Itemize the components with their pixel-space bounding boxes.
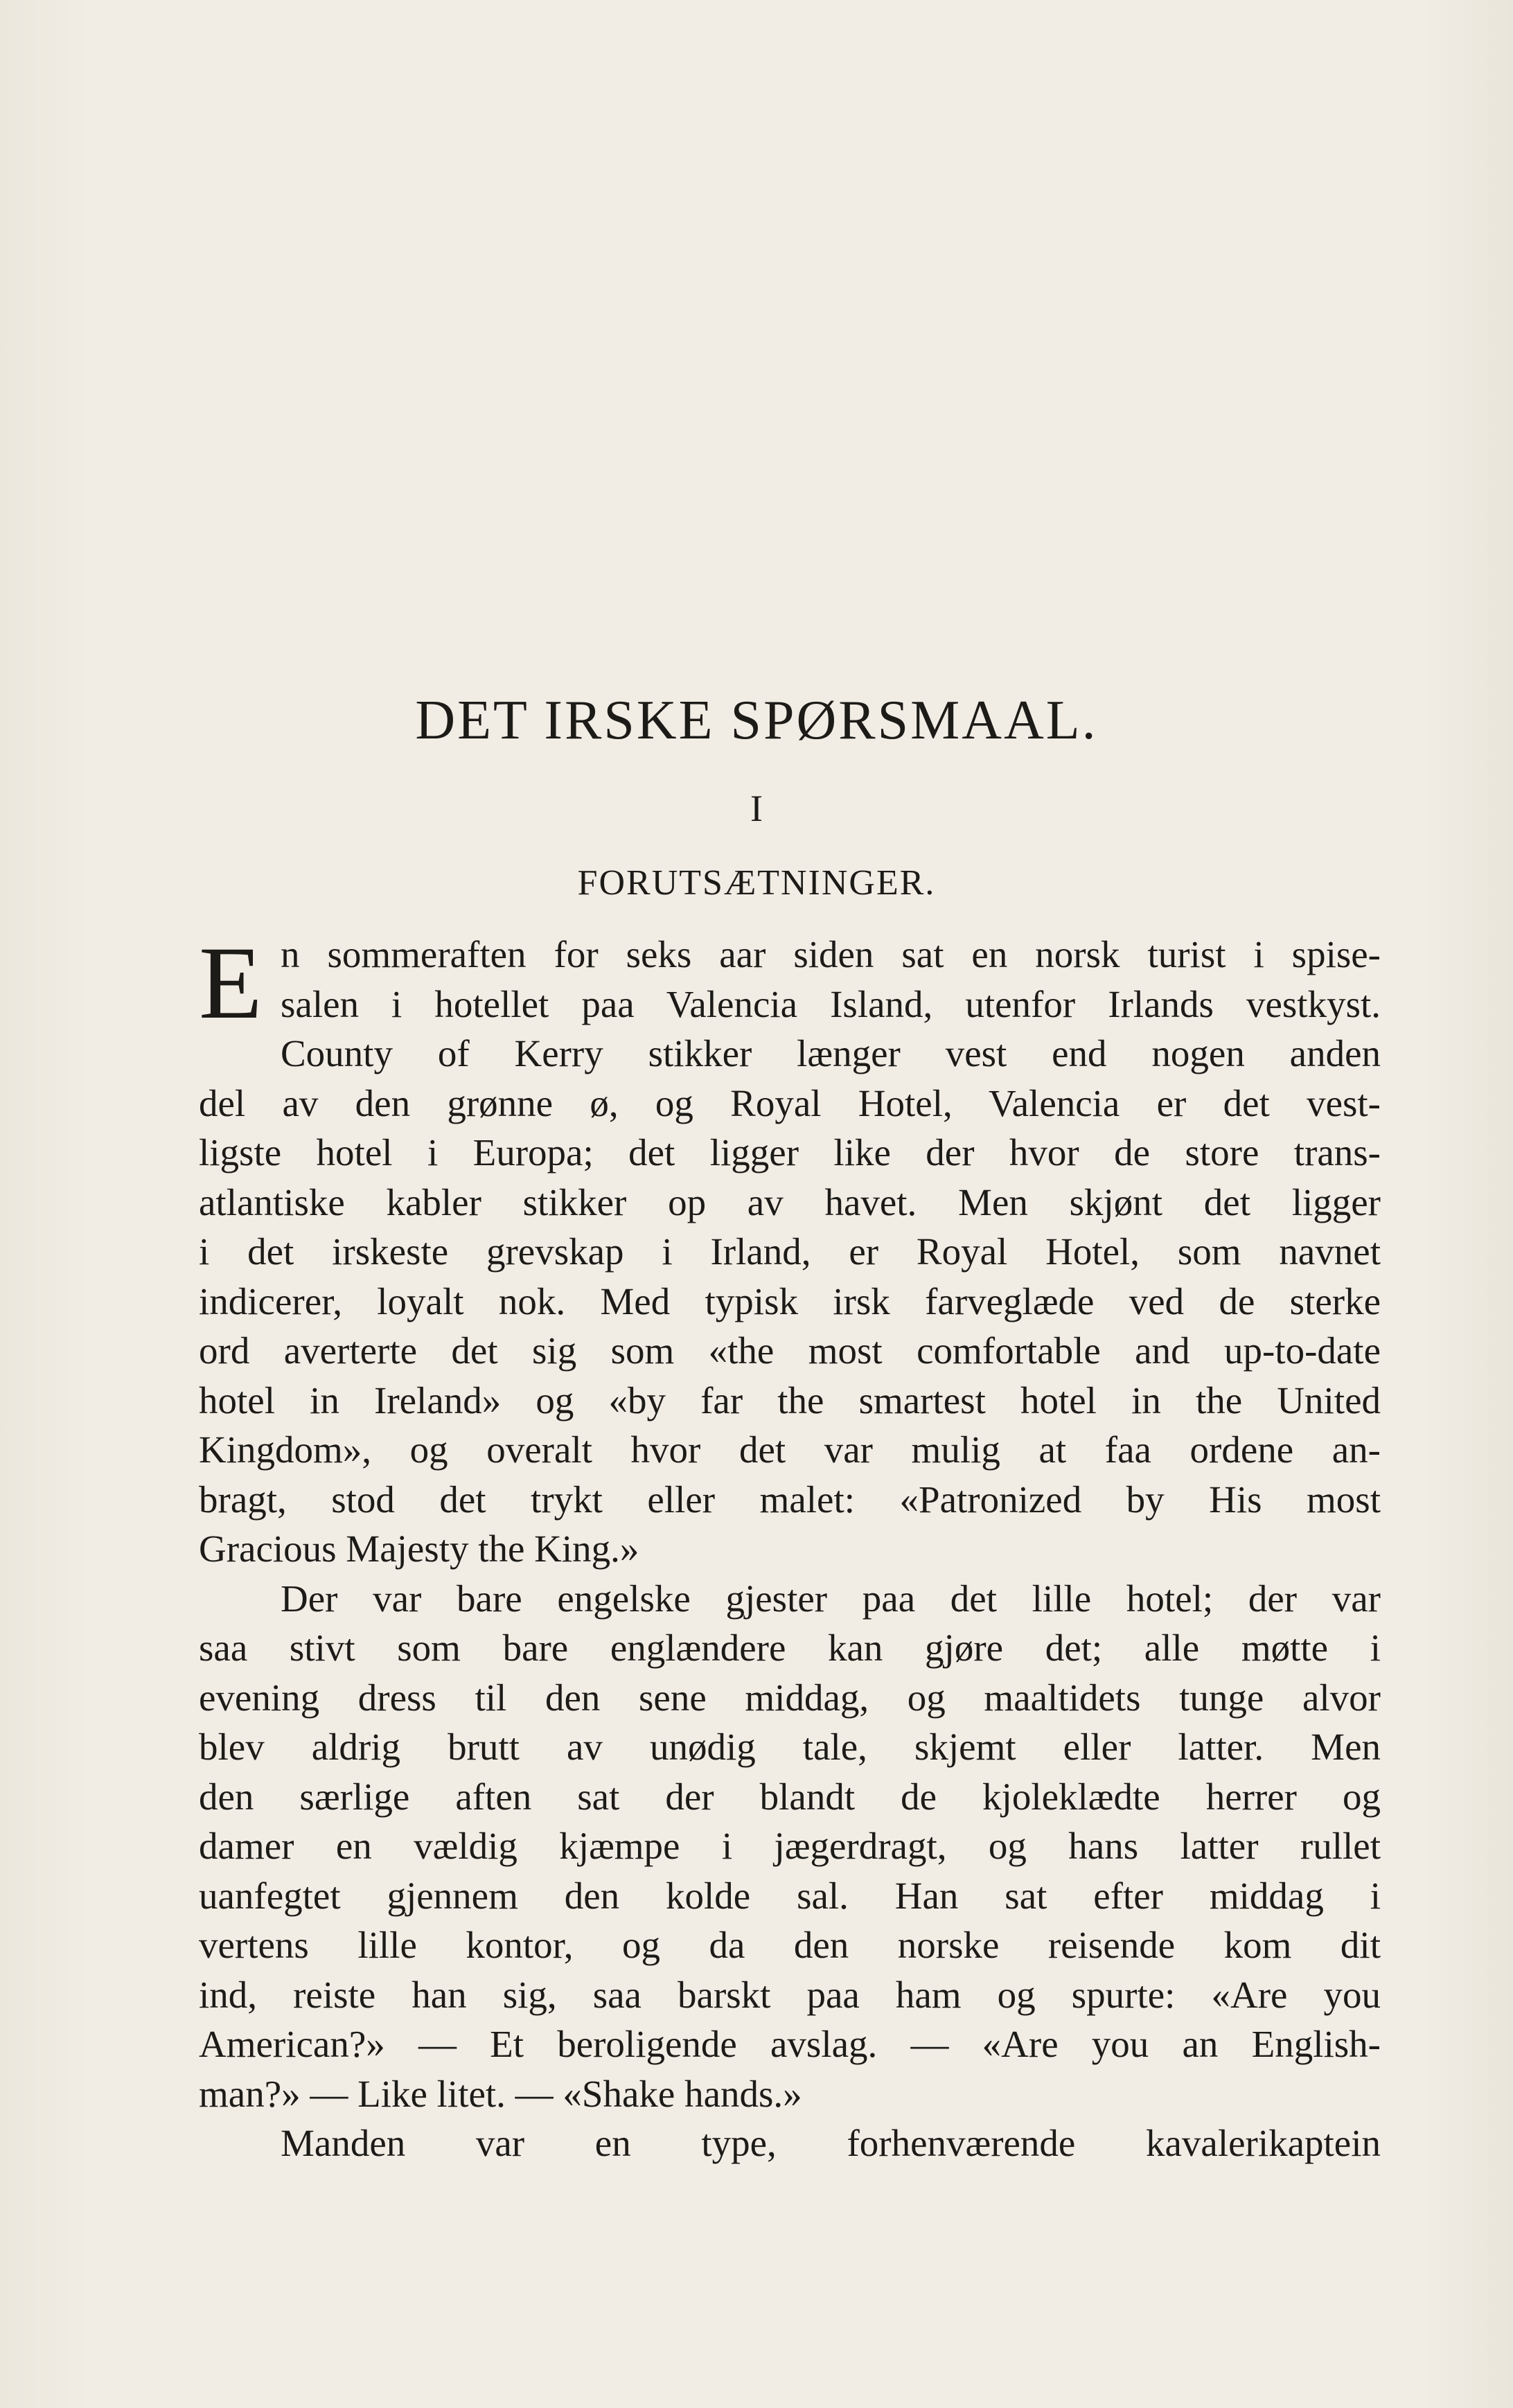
text-line: vertens lille kontor, og da den norske reisende kom dit — [199, 1924, 1381, 1966]
text-line: atlantiske kabler stikker op av havet. Men skjønt det ligger — [199, 1180, 1381, 1223]
text-line: American?» — Et beroligende avslag. — «Are you an English- — [199, 2023, 1381, 2065]
text-line: i det irskeste grevskap i Irland, er Royal Hotel, som navnet — [199, 1230, 1381, 1273]
text-line: Gracious Majesty the King.» — [199, 1528, 639, 1570]
text-line: saa stivt som bare englændere kan gjøre det; alle møtte i — [199, 1627, 1381, 1669]
text-line: den særlige aften sat der blandt de kjoleklædte herrer og — [199, 1775, 1381, 1818]
chapter-heading-title: DET IRSKE SPØRSMAAL. — [415, 690, 1098, 751]
text-line: County of Kerry stikker længer vest end nogen anden — [281, 1032, 1381, 1074]
text-line: man?» — Like litet. — «Shake hands.» — [199, 2072, 802, 2115]
text-line: ind, reiste han sig, saa barskt paa ham og spurte: «Are you — [199, 1973, 1381, 2016]
text-line: hotel in Ireland» og «by far the smartest hotel in the United — [199, 1379, 1381, 1422]
text-line: damer en vældig kjæmpe i jægerdragt, og hans latter rullet — [199, 1825, 1381, 1867]
text-line: ord averterte det sig som «the most comfortable and up-to-date — [199, 1329, 1381, 1372]
text-line: Manden var en type, forhenværende kavalerikaptein — [281, 2122, 1381, 2164]
text-line: evening dress til den sene middag, og maaltidets tunge alvor — [199, 1676, 1381, 1719]
text-line: ligste hotel i Europa; det ligger like der hvor de store trans- — [199, 1131, 1381, 1174]
text-line: indicerer, loyalt nok. Med typisk irsk farveglæde ved de sterke — [199, 1280, 1381, 1322]
text-line: Kingdom», og overalt hvor det var mulig at faa ordene an- — [199, 1428, 1381, 1471]
text-line: salen i hotellet paa Valencia Island, utenfor Irlands vestkyst. — [281, 982, 1381, 1025]
text-line: blev aldrig brutt av unødig tale, skjemt eller latter. Men — [199, 1726, 1381, 1768]
text-line: del av den grønne ø, og Royal Hotel, Valencia er det vest- — [199, 1081, 1381, 1124]
text-line: Der var bare engelske gjester paa det lille hotel; der var — [281, 1577, 1381, 1620]
chapter-subtitle: FORUTSÆTNINGER. — [577, 863, 936, 903]
drop-cap: E — [199, 926, 263, 1041]
body-text — [199, 926, 1381, 2168]
text-line: bragt, stod det trykt eller malet: «Patronized by His most — [199, 1478, 1381, 1521]
chapter-number: I — [750, 788, 763, 829]
text-line: n sommeraften for seks aar siden sat en norsk turist i spise- — [281, 933, 1381, 975]
text-line: uanfegtet gjennem den kolde sal. Han sat efter middag i — [199, 1874, 1381, 1917]
